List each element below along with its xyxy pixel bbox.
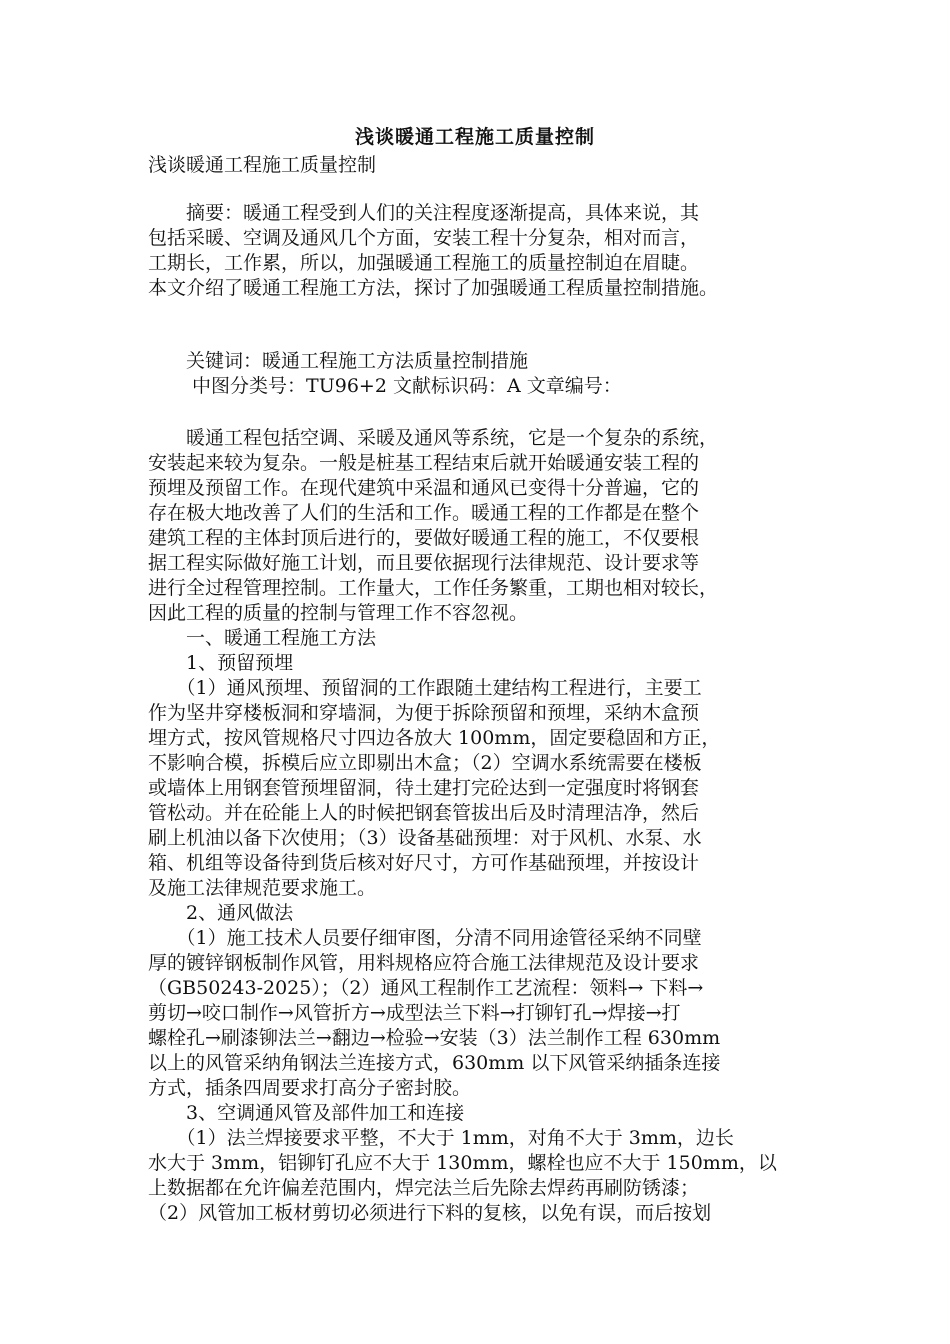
body-line: 厚的镀锌钢板制作风管，用料规格应符合施工法律规范及设计要求 xyxy=(148,952,700,974)
document-subtitle: 浅谈暖通工程施工质量控制 xyxy=(148,154,377,176)
body-line: 埋方式，按风管规格尺寸四边各放大 100mm，固定要稳固和方正， xyxy=(148,727,721,749)
body-line: 螺栓孔→刷漆铆法兰→翻边→检验→安装（3）法兰制作工程 630mm xyxy=(148,1027,721,1049)
body-line: 作为坚井穿楼板洞和穿墙洞，为便于拆除预留和预埋，采纳木盒预 xyxy=(148,702,700,724)
abstract-line: 摘要：暖通工程受到人们的关注程度逐渐提高，具体来说，其 xyxy=(148,202,700,224)
body-line: 建筑工程的主体封顶后进行的，要做好暖通工程的施工，不仅要根 xyxy=(148,527,700,549)
body-line: 方式，插条四周要求打高分子密封胶。 xyxy=(148,1077,472,1099)
body-line: （2）风管加工板材剪切必须进行下料的复核，以免有误，而后按划 xyxy=(148,1202,712,1224)
body-line: 刷上机油以备下次使用；（3）设备基础预埋：对于风机、水泵、水 xyxy=(148,827,702,849)
body-line: 预埋及预留工作。在现代建筑中采温和通风已变得十分普遍，它的 xyxy=(148,477,700,499)
body-line: 不影响合模，拆模后应立即剔出木盒；（2）空调水系统需要在楼板 xyxy=(148,752,702,774)
abstract-line: 包括采暖、空调及通风几个方面，安装工程十分复杂，相对而言， xyxy=(148,227,700,249)
body-line: （GB50243-2025）；（2）通风工程制作工艺流程：领料→ 下料→ xyxy=(148,977,704,999)
body-line: 安装起来较为复杂。一般是桩基工程结束后就开始暖通安装工程的 xyxy=(148,452,700,474)
body-line: （1）通风预埋、预留洞的工作跟随土建结构工程进行，主要工 xyxy=(148,677,702,699)
body-line: 暖通工程包括空调、采暖及通风等系统，它是一个复杂的系统， xyxy=(148,427,719,449)
body-line: 据工程实际做好施工计划，而且要依据现行法律规范、设计要求等 xyxy=(148,552,700,574)
body-line: 以上的风管采纳角钢法兰连接方式，630mm 以下风管采纳插条连接 xyxy=(148,1052,721,1074)
section-heading: 一、暖通工程施工方法 xyxy=(148,627,377,649)
classification-line: 中图分类号：TU96+2 文献标识码：A 文章编号： xyxy=(148,375,622,397)
body-line: 因此工程的质量的控制与管理工作不容忽视。 xyxy=(148,602,529,624)
body-line: 箱、机组等设备待到货后核对好尺寸，方可作基础预埋，并按设计 xyxy=(148,852,700,874)
body-line: 存在极大地改善了人们的生活和工作。暖通工程的工作都是在整个 xyxy=(148,502,700,524)
abstract-line: 本文介绍了暖通工程施工方法，探讨了加强暖通工程质量控制措施。 xyxy=(148,277,719,299)
subsection-heading: 2、通风做法 xyxy=(148,902,294,924)
body-line: 或墙体上用钢套管预埋留洞，待土建打完砼达到一定强度时将钢套 xyxy=(148,777,700,799)
subsection-heading: 1、预留预埋 xyxy=(148,652,294,674)
body-line: （1）法兰焊接要求平整，不大于 1mm，对角不大于 3mm，边长 xyxy=(148,1127,734,1149)
subsection-heading: 3、空调通风管及部件加工和连接 xyxy=(148,1102,465,1124)
document-title: 浅谈暖通工程施工质量控制 xyxy=(354,126,595,148)
keywords-line: 关键词：暖通工程施工方法质量控制措施 xyxy=(148,350,529,372)
body-line: （1）施工技术人员要仔细审图，分清不同用途管径采纳不同壁 xyxy=(148,927,702,949)
body-line: 管松动。并在砼能上人的时候把钢套管拔出后及时清理洁净，然后 xyxy=(148,802,700,824)
abstract-line: 工期长，工作累，所以，加强暖通工程施工的质量控制迫在眉睫。 xyxy=(148,252,700,274)
body-line: 上数据都在允许偏差范围内，焊完法兰后先除去焊药再刷防锈漆； xyxy=(148,1177,700,1199)
body-line: 进行全过程管理控制。工作量大，工作任务繁重，工期也相对较长， xyxy=(148,577,719,599)
body-line: 及施工法律规范要求施工。 xyxy=(148,877,377,899)
body-line: 水大于 3mm，铝铆钉孔应不大于 130mm，螺栓也应不大于 150mm，以 xyxy=(148,1152,777,1174)
body-line: 剪切→咬口制作→风管折方→成型法兰下料→打铆钉孔→焊接→打 xyxy=(148,1002,681,1024)
